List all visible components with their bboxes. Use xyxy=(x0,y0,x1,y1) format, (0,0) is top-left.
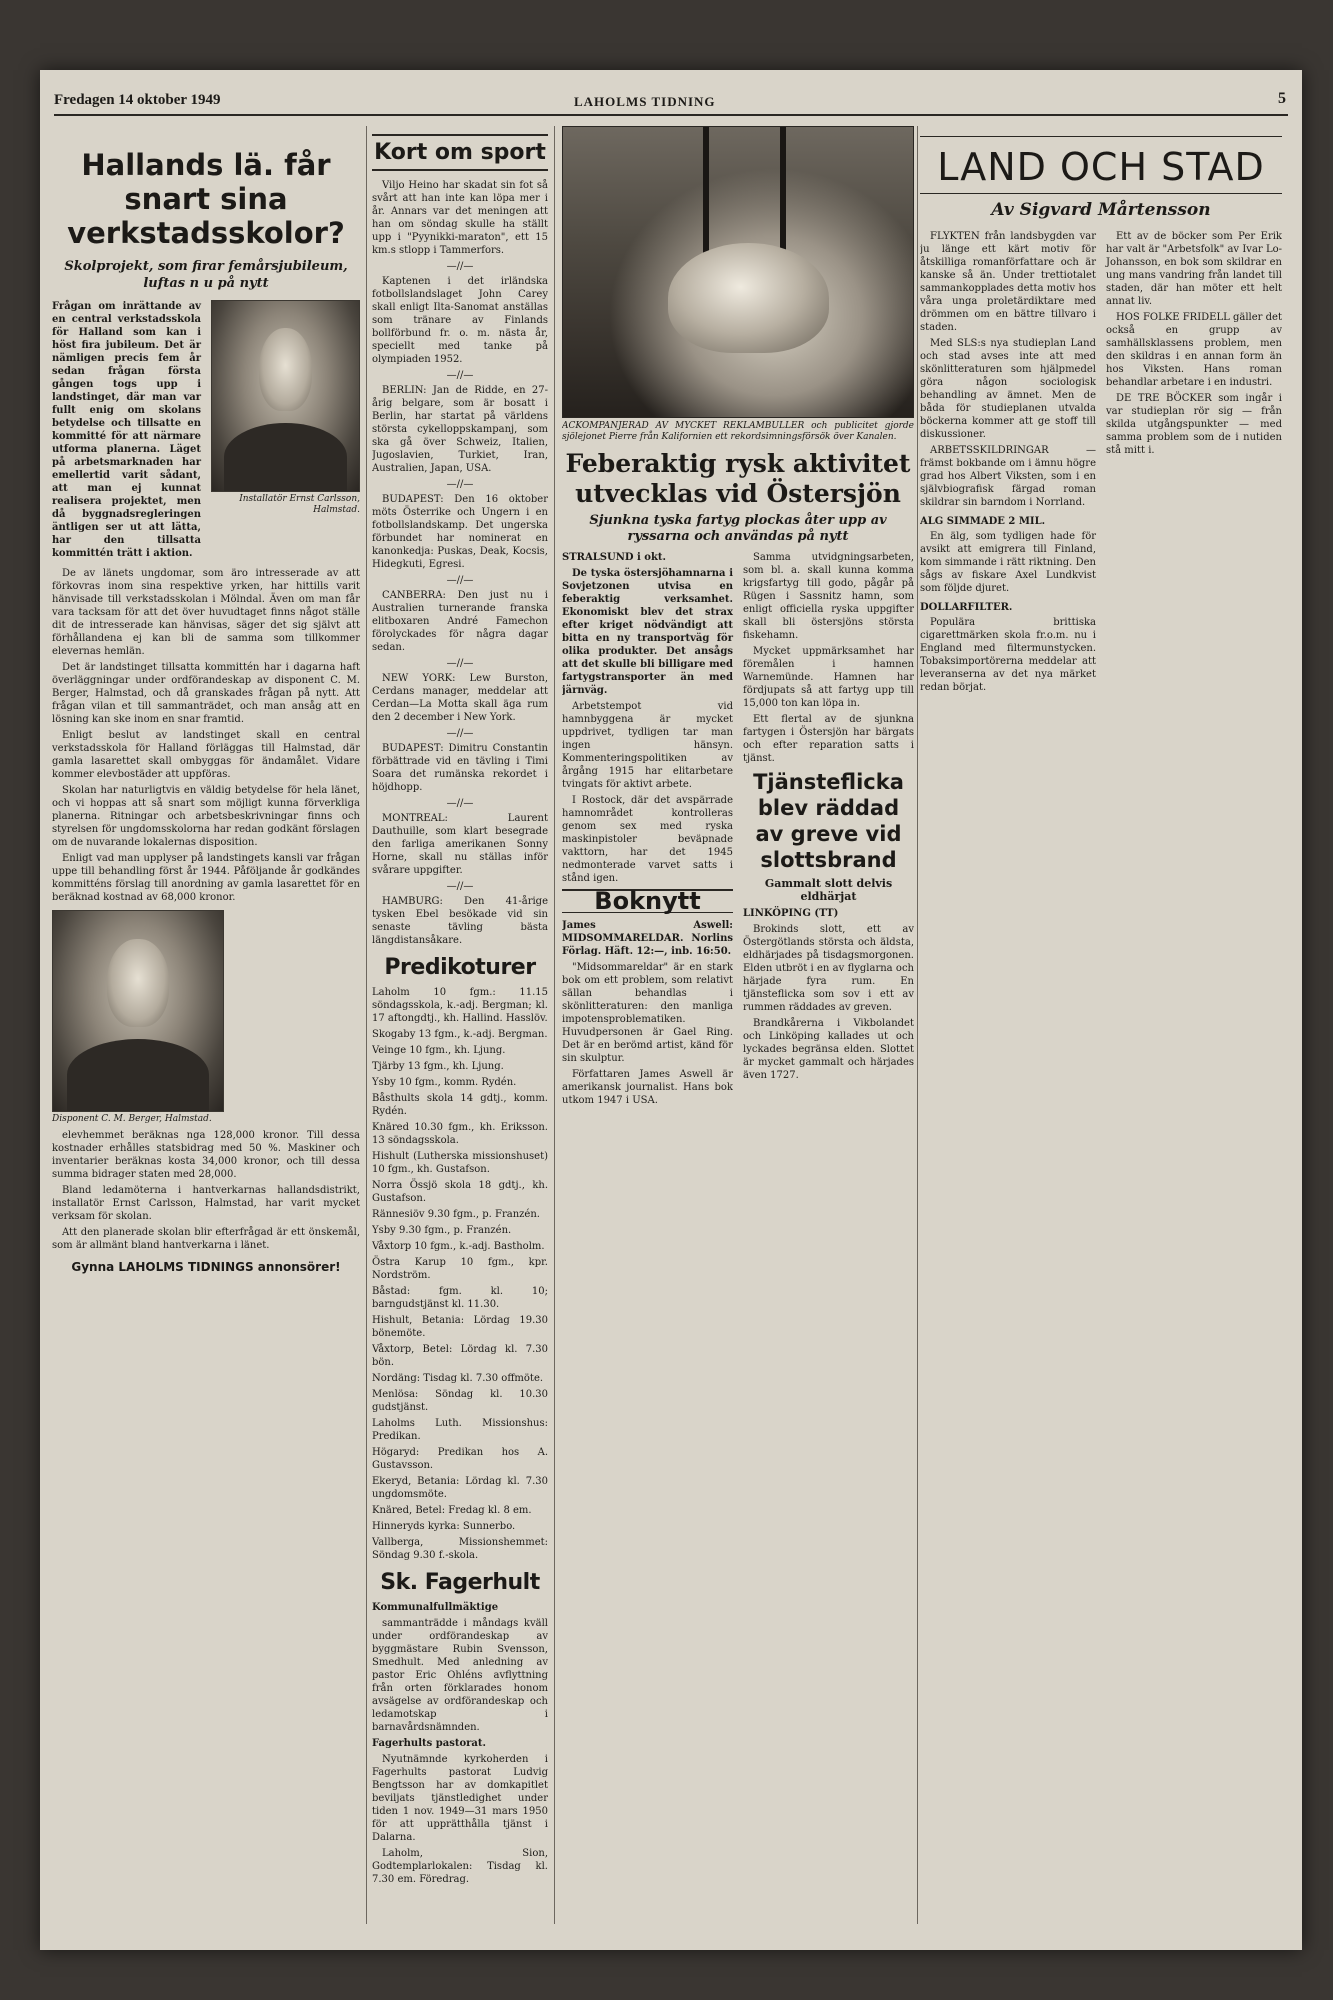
page-number: 5 xyxy=(1278,90,1288,107)
separator: —//— xyxy=(446,575,474,586)
article-subheadline: Gammalt slott delvis eldhärjat xyxy=(764,877,893,903)
newspaper-page xyxy=(40,70,1302,1950)
predikotur-item: Östra Karup 10 fgm., kpr. Nordström. xyxy=(372,1257,548,1281)
photo-caption: Disponent C. M. Berger, Halmstad. xyxy=(52,1114,212,1124)
masthead xyxy=(54,88,1288,116)
section-title-sport: Kort om sport xyxy=(372,134,548,171)
article-paragraph: HOS FOLKE FRIDELL gäller det också en grupp av samhällsklassens problem, men den skildras i en annan form än hos Viksten. Hans roman behandlar arbetare i en industri. xyxy=(1106,312,1282,388)
article-paragraph: Mycket uppmärksamhet har föremålen i hamnen Warnemünde. Hamnen har fördjupats så att fartyg upp till 15,000 ton kan löpa in. xyxy=(743,646,914,709)
subhead: Kommunalfullmäktige xyxy=(372,1602,499,1613)
predikotur-item: Hishult, Betania: Lördag 19.30 bönemöte. xyxy=(372,1315,548,1339)
predikotur-item: Menlösa: Söndag kl. 10.30 gudstjänst. xyxy=(372,1389,548,1413)
separator: —//— xyxy=(446,261,474,272)
article-paragraph: Bland ledamöterna i hantverkarnas hallandsdistrikt, installatör Ernst Carlsson, Halmstad, har varit mycket verksam för skolan. xyxy=(52,1185,360,1222)
sport-item: BERLIN: Jan de Ridde, en 27-årig belgare, som är bosatt i Berlin, har startat på världens största cykelloppskampanj, som ska gå över Schweiz, Italien, Jugoslavien, Turkiet, Iran, Australien, Japan, USA. xyxy=(372,385,548,474)
article-paragraph: Brokinds slott, ett av Östergötlands största och äldsta, eldhärjades på tisdagsmorgonen. Elden utbröt i en av flyglarna och härjade fyra rum. En tjänsteflicka som sov i ett av rummen räddades av greven. xyxy=(743,924,914,1013)
section-title-boknytt: Boknytt xyxy=(562,889,733,913)
article-paragraph: I Rostock, där det avspärrade hamnområdet kontrolleras genom sex med ryska maskinpistoler beväpnade vakttorn, har det 1945 nedmonterade varvet satts i stånd igen. xyxy=(562,795,733,884)
article-paragraph: DE TRE BÖCKER som ingår i var studieplan rör sig — från skilda utgångspunkter — med samma problem som de i nutiden stå mitt i. xyxy=(1106,393,1282,456)
predikotur-item: Skogaby 13 fgm., k.-adj. Bergman. xyxy=(372,1029,548,1040)
article-lead: Frågan om inrättande av en central verkstadsskola för Halland som kan i höst fira jubileum. Det är nämligen precis fem år sedan frågan första gången togs upp i landstinget, där man var fullt enig om skolans betydelse och tillsatte en kommitté för att närmare utforma planerna. Läget på arbetsmarknaden har emellertid varit sådant, att man ej kunnat realisera projektet, men då byggnadsregleringen äntligen ser ut att lätta, har den tillsatta kommittén trätt i aktion. xyxy=(52,301,201,559)
column-rule xyxy=(366,126,367,1924)
article-paragraph: En älg, som tydligen hade för avsikt att emigrera till Finland, kom simmande i rätt riktning. Den sågs av fiskare Axel Lundkvist som följde djuret. xyxy=(920,531,1096,594)
separator: —//— xyxy=(446,728,474,739)
book-title: James Aswell: MIDSOMMARELDAR. Norlins Förlag. Häft. 12:—, inb. 16:50. xyxy=(562,920,733,957)
article-paragraph: Författaren James Aswell är amerikansk journalist. Hans bok utkom 1947 i USA. xyxy=(562,1069,733,1106)
portrait-photo-carlsson xyxy=(211,300,360,492)
article-subheadline: Skolprojekt, som firar femårsjubileum, luftas n u på nytt xyxy=(64,259,348,291)
predikotur-item: Nordäng: Tisdag kl. 7.30 offmöte. xyxy=(372,1373,544,1384)
dateline: STRALSUND i okt. xyxy=(562,552,666,563)
predikoturer-list xyxy=(372,986,548,1562)
predikotur-item: Rännesiöv 9.30 fgm., p. Franzén. xyxy=(372,1209,540,1220)
article-paragraph: elevhemmet beräknas nga 128,000 kronor. Till dessa kostnader erhålles statsbidrag med 50 %. Maskiner och inventarier beräknas kosta 34,000 kronor, och till dessa summa bidrager staten med 28,000. xyxy=(52,1130,360,1180)
predikotur-item: Veinge 10 fgm., kh. Ljung. xyxy=(372,1045,506,1056)
article-headline: Hallands lä. får snart sina verkstadsskolor? xyxy=(67,148,345,250)
separator: —//— xyxy=(446,798,474,809)
predikotur-item: Knäred, Betel: Fredag kl. 8 em. xyxy=(372,1505,532,1516)
sport-item: NEW YORK: Lew Burston, Cerdans manager, meddelar att Cerdan—La Motta skall äga rum den 2 december i New York. xyxy=(372,673,548,723)
article-paragraph: ARBETSSKILDRINGAR — främst bokbande om i ämnu högre grad hos Albert Viksten, som i en självbiografisk färgad roman skildrar sin barndom i Norrland. xyxy=(920,445,1096,508)
portrait-photo-berger xyxy=(52,910,224,1112)
article-paragraph: Brandkårerna i Vikbolandet och Linköping kallades ut och lyckades begränsa elden. Slottet är mycket gammalt och härjades även 1727. xyxy=(743,1018,914,1081)
article-paragraph: Samma utvidgningsarbeten, som bl. a. skall kunna komma krigsfartyg till godo, pågår på Rügen i Sassnitz hamn, som enligt officiella ryska uppgifter skall bli östersjöns största fiskehamn. xyxy=(743,552,914,641)
predikotur-item: Våxtorp, Betel: Lördag kl. 7.30 bön. xyxy=(372,1344,548,1368)
predikotur-item: Båstad: fgm. kl. 10; barngudstjänst kl. 11.30. xyxy=(372,1286,548,1310)
article-headline: LAND OCH STAD xyxy=(920,136,1282,194)
photo-caption: ACKOMPANJERAD AV MYCKET REKLAMBULLER och publicitet gjorde sjölejonet Pierre från Kalifornien ett rekordsimningsförsök över Kanalen. xyxy=(562,421,914,442)
article-paragraph: De av länets ungdomar, som äro intresserade av att förkovras inom sina respektive yrken, har hittills varit hänvisade till verkstadsskolan i Mölndal. Även om man får vara tacksam för att det över huvudtaget finns något ställe dit de intresserade kan hänvisas, säger det sig självt att förhållandena ej kan bli de samma som tillkommer elevernas hemlän. xyxy=(52,568,360,657)
article-paragraph: FLYKTEN från landsbygden var ju länge ett kärt motiv för åtskilliga romanförfattare och är kanske så än. Under trettiotalet sammankopplades detta motiv hos våra unga proletärdiktare med drömmen om en bättre tillvaro i staden. xyxy=(920,231,1096,333)
section-title-fagerhult: Sk. Fagerhult xyxy=(380,1570,540,1595)
subhead: DOLLARFILTER. xyxy=(920,602,1013,613)
article-paragraph: Nyutnämnde kyrkoherden i Fagerhults pastorat Ludvig Bengtsson har av domkapitlet beviljats tjänstledighet under tiden 1 nov. 1949—31 mars 1950 för att upprätthålla tjänst i Dalarna. xyxy=(372,1754,548,1843)
article-paragraph: sammanträdde i måndags kväll under ordförandeskap av byggmästare Rubin Svensson, Smedhult. Med anledning av pastor Eric Ohléns avflyttning från orten förklarades honom avsägelse av ordförandeskap och ledamotskap i barnavårdsnämnden. xyxy=(372,1618,548,1733)
sport-item: CANBERRA: Den just nu i Australien turnerande franska elitboxaren André Famechon förolyckades för några dagar sedan. xyxy=(372,590,548,653)
separator: —//— xyxy=(446,370,474,381)
article-paragraph: Ett flertal av de sjunkna fartygen i Östersjön har bärgats och efter reparation satts i tjänst. xyxy=(743,714,914,764)
predikotur-item: Båsthults skola 14 gdtj., komm. Rydén. xyxy=(372,1093,548,1117)
news-photo-sea-lion xyxy=(562,126,914,418)
article-paragraph: Ett av de böcker som Per Erik har valt är "Arbetsfolk" av Ivar Lo-Johansson, en bok som skildrar en ung mans vandring från landet till staden, där han möter ett helt annat liv. xyxy=(1106,231,1282,307)
sport-item: BUDAPEST: Den 16 oktober möts Österrike och Ungern i en fotbollslandskamp. Det ungerska förbundet har nominerat en kanonkedja: Puskas, Deak, Kocsis, Hidegkuti, Egresi. xyxy=(372,494,548,570)
article-headline: Feberaktig rysk aktivitet utvecklas vid Östersjön xyxy=(565,449,911,508)
predikotur-item: Ekeryd, Betania: Lördag kl. 7.30 ungdomsmöte. xyxy=(372,1476,548,1500)
article-paragraph: Det är landstinget tillsatta kommittén har i dagarna haft överläggningar under ordförandeskap av disponent C. M. Berger, Halmstad, och då granskades frågan på nytt. Att frågan vilan et till sammanträdet, och man ansåg att en lösning kan ske inom en snar framtid. xyxy=(52,662,360,725)
predikotur-item: Laholms Luth. Missionshus: Predikan. xyxy=(372,1418,548,1442)
predikotur-item: Våxtorp 10 fgm., k.-adj. Bastholm. xyxy=(372,1241,545,1252)
predikotur-item: Hishult (Lutherska missionshuset) 10 fgm., kh. Gustafson. xyxy=(372,1151,548,1175)
column-rule xyxy=(917,126,918,1924)
issue-date: Fredagen 14 oktober 1949 xyxy=(54,92,221,108)
article-paragraph: Med SLS:s nya studieplan Land och stad avses inte att med skönlitteraturen som hjälpmedel göra någon sociologisk behandling av ämnet. Men de båda för studieplanen utvalda böckerna kommer att ge stoff till diskussioner. xyxy=(920,338,1096,440)
column-sport xyxy=(372,126,548,1930)
column-rule xyxy=(554,126,555,1924)
sport-item: MONTREAL: Laurent Dauthuille, som klart besegrade den farliga amerikanen Sonny Horne, skall nu ställas inför svårare uppgifter. xyxy=(372,813,548,876)
article-paragraph: Arbetstempot vid hamnbyggena är mycket uppdrivet, tydligen tar man ingen hänsyn. Kommenteringspolitiken av årgång 1915 har elitarbetare tvingats för aktivt arbete. xyxy=(562,701,733,790)
article-paragraph: Enligt vad man upplyser på landstingets kansli var frågan uppe till behandling först år 1944. Påföljande år godkändes kommitténs förslag till anordning av gamla lasarettet för en beräknad kostnad av 68,000 kronor. xyxy=(52,853,360,903)
predikotur-item: Knäred 10.30 fgm., kh. Eriksson. 13 söndagsskola. xyxy=(372,1122,548,1146)
separator: —//— xyxy=(446,881,474,892)
article-paragraph: Enligt beslut av landstinget skall en central verkstadsskola för Halland förläggas till Halmstad, där gamla lasarettet skall ombyggas för ändamålet. Vidare kommer elevbostäder att uppföras. xyxy=(52,730,360,780)
predikotur-item: Högaryd: Predikan hos A. Gustavsson. xyxy=(372,1447,548,1471)
separator: —//— xyxy=(446,658,474,669)
photo-caption: Installatör Ernst Carlsson, Halmstad. xyxy=(239,494,360,515)
predikotur-item: Laholm 10 fgm.: 11.15 söndagsskola, k.-adj. Bergman; kl. 17 aftongdtj., kh. Hallind. Hasslöv. xyxy=(372,987,548,1024)
article-subheadline: Sjunkna tyska fartyg plockas åter upp av ryssarna och användas på nytt xyxy=(589,513,887,544)
sport-item: Kaptenen i det irländska fotbollslandslaget John Carey skall enligt Ilta-Sanomat anställas som tränare av Finlands bollförbund fr. o. m. nästa år, speciellt med tanke på olympiaden 1952. xyxy=(372,276,548,365)
subhead: ALG SIMMADE 2 MIL. xyxy=(920,516,1046,527)
article-paragraph: "Midsommareldar" är en stark bok om ett problem, som relativt sällan behandlas i skönlitteraturen: den manliga impotensproblematiken. Huvudpersonen är Gael Ring. Det är en berömd artist, känd för sin skulptur. xyxy=(562,962,733,1064)
article-headline: Tjänsteflicka blev räddad av greve vid slottsbrand xyxy=(753,770,904,872)
advert-gynna: Gynna LAHOLMS TIDNINGS annonsörer! xyxy=(71,1260,341,1274)
separator: —//— xyxy=(446,479,474,490)
predikotur-item: Ysby 10 fgm., komm. Rydén. xyxy=(372,1077,517,1088)
predikotur-item: Ysby 9.30 fgm., p. Franzén. xyxy=(372,1225,512,1236)
byline: Av Sigvard Mårtensson xyxy=(991,200,1211,220)
predikotur-item: Hinneryds kyrka: Sunnerbo. xyxy=(372,1521,516,1532)
column-ostersjon xyxy=(562,126,914,1930)
column-verkstadsskolor xyxy=(52,126,360,1930)
predikotur-item: Norra Össjö skola 18 gdtj., kh. Gustafson. xyxy=(372,1180,548,1204)
subhead: Fagerhults pastorat. xyxy=(372,1738,486,1749)
article-paragraph: Skolan har naturligtvis en väldig betydelse för hela länet, och vi hoppas att så snart som möjligt kunna förverkliga planerna. Ritningar och arbetsbeskrivningar finns och styrelsen för ungdomsskolorna har redan godkänt förslagen om de nuvarande lokalernas disposition. xyxy=(52,785,360,848)
section-title-predikoturer: Predikoturer xyxy=(384,955,536,980)
sport-item: BUDAPEST: Dimitru Constantin förbättrade vid en tävling i Timi Soara det rumänska rekordet i höjdhopp. xyxy=(372,743,548,793)
predikotur-item: Tjärby 13 fgm., kh. Ljung. xyxy=(372,1061,504,1072)
sport-item: Viljo Heino har skadat sin fot så svårt att han inte kan löpa mer i år. Annars var det meningen att han om söndag skulle ha ställt upp i "Pyynikki-maraton", ett 15 km.s stlopp i Tammerfors. xyxy=(372,180,548,256)
article-paragraph: Populära brittiska cigarettmärken skola fr.o.m. nu i England med filtermunstycken. Tobaksimportörerna meddelar att leveranserna av det nya märket redan börjat. xyxy=(920,617,1096,693)
sport-item: HAMBURG: Den 41-årige tysken Ebel besökade vid sin senaste tävling bästa längdistansåkare. xyxy=(372,896,548,946)
article-paragraph: Att den planerade skolan blir efterfrågad är ett önskemål, som är allmänt bland hantverkarna i länet. xyxy=(52,1227,360,1251)
article-paragraph: De tyska östersjöhamnarna i Sovjetzonen utvisa en feberaktig verksamhet. Ekonomiskt blev det strax efter kriget nödvändigt att bitta en ny transportväg för olika produkter. Det ansågs att det skulle bli billigare med fartygstransporter än med järnväg. xyxy=(562,568,733,696)
column-land-och-stad xyxy=(920,126,1282,1930)
predikotur-item: Vallberga, Missionshemmet: Söndag 9.30 f.-skola. xyxy=(372,1537,548,1561)
paper-name: LAHOLMS TIDNING xyxy=(574,94,716,109)
dateline: LINKÖPING (TT) xyxy=(743,908,839,919)
article-paragraph: Laholm, Sion, Godtemplarlokalen: Tisdag kl. 7.30 em. Föredrag. xyxy=(372,1848,548,1885)
